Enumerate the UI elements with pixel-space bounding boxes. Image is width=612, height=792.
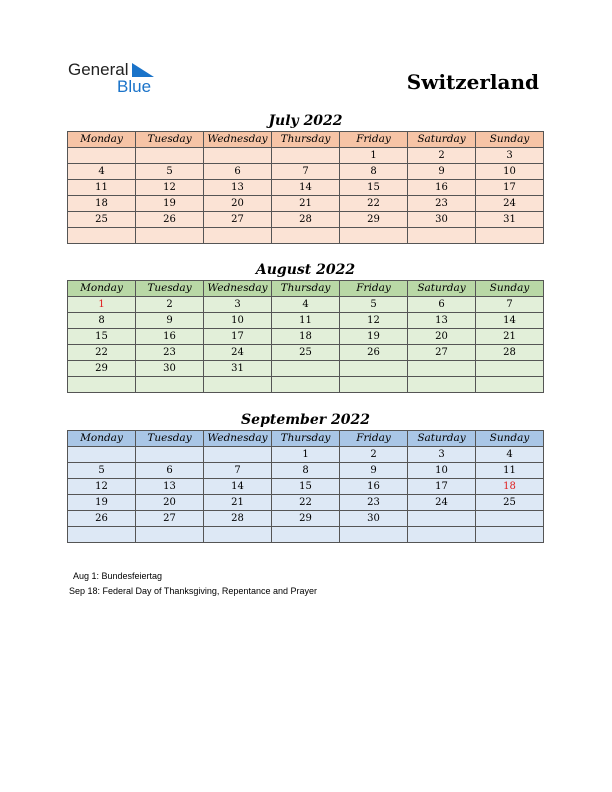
day-cell: 15 <box>68 329 136 345</box>
day-cell: 10 <box>408 463 476 479</box>
day-cell: 21 <box>476 329 544 345</box>
empty-day-cell <box>476 361 544 377</box>
day-cell: 30 <box>408 212 476 228</box>
week-row <box>68 212 544 228</box>
day-cell: 7 <box>272 164 340 180</box>
day-cell: 5 <box>68 463 136 479</box>
week-row <box>68 527 544 543</box>
week-row <box>68 345 544 361</box>
empty-day-cell <box>204 447 272 463</box>
empty-day-cell <box>204 228 272 244</box>
day-cell: 12 <box>340 313 408 329</box>
day-cell: 26 <box>340 345 408 361</box>
empty-day-cell <box>136 447 204 463</box>
weekday-header: Saturday <box>408 431 476 447</box>
holiday-note: Sep 18: Federal Day of Thanksgiving, Repentance and Prayer <box>69 586 317 596</box>
day-cell: 13 <box>204 180 272 196</box>
month-september <box>67 410 544 543</box>
day-cell: 7 <box>204 463 272 479</box>
empty-day-cell <box>272 377 340 393</box>
day-cell: 28 <box>272 212 340 228</box>
day-cell: 1 <box>68 297 136 313</box>
day-cell: 17 <box>408 479 476 495</box>
week-row <box>68 313 544 329</box>
brand-logo <box>68 60 168 96</box>
day-cell: 31 <box>204 361 272 377</box>
empty-day-cell <box>476 511 544 527</box>
day-cell: 3 <box>408 447 476 463</box>
weekday-header: Thursday <box>272 132 340 148</box>
day-cell: 27 <box>136 511 204 527</box>
holiday-notes <box>69 569 317 599</box>
weekday-header: Thursday <box>272 281 340 297</box>
empty-day-cell <box>272 228 340 244</box>
day-cell: 17 <box>476 180 544 196</box>
empty-day-cell <box>476 527 544 543</box>
empty-day-cell <box>476 228 544 244</box>
month-title: August 2022 <box>255 262 356 278</box>
day-cell: 20 <box>204 196 272 212</box>
day-cell: 23 <box>408 196 476 212</box>
day-cell: 4 <box>68 164 136 180</box>
week-row <box>68 463 544 479</box>
week-row <box>68 377 544 393</box>
day-cell: 19 <box>340 329 408 345</box>
weekday-header-row <box>68 132 544 148</box>
empty-day-cell <box>136 228 204 244</box>
day-cell: 14 <box>204 479 272 495</box>
day-cell: 1 <box>272 447 340 463</box>
day-cell: 25 <box>476 495 544 511</box>
day-cell: 29 <box>272 511 340 527</box>
empty-day-cell <box>272 527 340 543</box>
day-cell: 16 <box>408 180 476 196</box>
week-row <box>68 228 544 244</box>
day-cell: 25 <box>272 345 340 361</box>
day-cell: 8 <box>340 164 408 180</box>
weekday-header: Monday <box>68 132 136 148</box>
day-cell: 3 <box>476 148 544 164</box>
week-row <box>68 361 544 377</box>
empty-day-cell <box>136 148 204 164</box>
day-cell: 27 <box>204 212 272 228</box>
flag-icon <box>132 63 154 77</box>
empty-day-cell <box>68 148 136 164</box>
day-cell: 28 <box>476 345 544 361</box>
brand-word-blue: Blue <box>117 77 152 96</box>
day-cell: 5 <box>340 297 408 313</box>
day-cell: 3 <box>204 297 272 313</box>
day-cell: 20 <box>408 329 476 345</box>
day-cell: 15 <box>340 180 408 196</box>
week-row <box>68 180 544 196</box>
week-row <box>68 479 544 495</box>
country-title: Switzerland <box>406 70 539 94</box>
day-cell: 30 <box>340 511 408 527</box>
empty-day-cell <box>136 377 204 393</box>
weekday-header: Saturday <box>408 281 476 297</box>
day-cell: 25 <box>68 212 136 228</box>
day-cell: 5 <box>136 164 204 180</box>
day-cell: 17 <box>204 329 272 345</box>
day-cell: 23 <box>136 345 204 361</box>
day-cell: 2 <box>340 447 408 463</box>
day-cell: 9 <box>136 313 204 329</box>
day-cell: 21 <box>204 495 272 511</box>
week-row <box>68 148 544 164</box>
day-cell: 29 <box>340 212 408 228</box>
day-cell: 13 <box>136 479 204 495</box>
day-cell: 19 <box>68 495 136 511</box>
day-cell: 23 <box>340 495 408 511</box>
day-cell: 12 <box>136 180 204 196</box>
calendar-grid <box>67 131 544 244</box>
day-cell: 9 <box>340 463 408 479</box>
empty-day-cell <box>408 527 476 543</box>
empty-day-cell <box>68 377 136 393</box>
empty-day-cell <box>476 377 544 393</box>
day-cell: 15 <box>272 479 340 495</box>
weekday-header: Sunday <box>476 132 544 148</box>
empty-day-cell <box>272 148 340 164</box>
calendar-grid <box>67 280 544 393</box>
day-cell: 8 <box>272 463 340 479</box>
empty-day-cell <box>408 377 476 393</box>
week-row <box>68 447 544 463</box>
weekday-header-row <box>68 431 544 447</box>
month-july <box>67 111 544 244</box>
day-cell: 27 <box>408 345 476 361</box>
day-cell: 11 <box>272 313 340 329</box>
empty-day-cell <box>136 527 204 543</box>
day-cell: 16 <box>340 479 408 495</box>
weekday-header: Tuesday <box>136 281 204 297</box>
weekday-header: Friday <box>340 281 408 297</box>
weekday-header: Saturday <box>408 132 476 148</box>
month-title: September 2022 <box>241 412 370 428</box>
weekday-header: Wednesday <box>204 132 272 148</box>
day-cell: 4 <box>272 297 340 313</box>
week-row <box>68 196 544 212</box>
day-cell: 21 <box>272 196 340 212</box>
weekday-header: Thursday <box>272 431 340 447</box>
day-cell: 24 <box>408 495 476 511</box>
day-cell: 24 <box>476 196 544 212</box>
empty-day-cell <box>68 228 136 244</box>
day-cell: 18 <box>476 479 544 495</box>
weekday-header-row <box>68 281 544 297</box>
empty-day-cell <box>340 377 408 393</box>
empty-day-cell <box>68 447 136 463</box>
day-cell: 24 <box>204 345 272 361</box>
empty-day-cell <box>204 148 272 164</box>
weekday-header: Tuesday <box>136 132 204 148</box>
empty-day-cell <box>408 511 476 527</box>
weekday-header: Sunday <box>476 281 544 297</box>
weekday-header: Monday <box>68 281 136 297</box>
day-cell: 22 <box>68 345 136 361</box>
day-cell: 22 <box>272 495 340 511</box>
day-cell: 18 <box>68 196 136 212</box>
month-august <box>67 260 544 393</box>
day-cell: 2 <box>408 148 476 164</box>
day-cell: 14 <box>476 313 544 329</box>
day-cell: 4 <box>476 447 544 463</box>
day-cell: 8 <box>68 313 136 329</box>
month-title: July 2022 <box>268 113 343 129</box>
day-cell: 2 <box>136 297 204 313</box>
empty-day-cell <box>340 361 408 377</box>
day-cell: 20 <box>136 495 204 511</box>
day-cell: 6 <box>204 164 272 180</box>
day-cell: 10 <box>204 313 272 329</box>
day-cell: 28 <box>204 511 272 527</box>
day-cell: 6 <box>408 297 476 313</box>
day-cell: 18 <box>272 329 340 345</box>
day-cell: 14 <box>272 180 340 196</box>
day-cell: 11 <box>476 463 544 479</box>
calendar-grid <box>67 430 544 543</box>
day-cell: 7 <box>476 297 544 313</box>
holiday-note: Aug 1: Bundesfeiertag <box>73 571 163 581</box>
day-cell: 9 <box>408 164 476 180</box>
day-cell: 19 <box>136 196 204 212</box>
day-cell: 26 <box>68 511 136 527</box>
week-row <box>68 297 544 313</box>
day-cell: 10 <box>476 164 544 180</box>
day-cell: 16 <box>136 329 204 345</box>
empty-day-cell <box>272 361 340 377</box>
week-row <box>68 495 544 511</box>
weekday-header: Sunday <box>476 431 544 447</box>
day-cell: 31 <box>476 212 544 228</box>
day-cell: 11 <box>68 180 136 196</box>
week-row <box>68 511 544 527</box>
empty-day-cell <box>68 527 136 543</box>
day-cell: 6 <box>136 463 204 479</box>
weekday-header: Tuesday <box>136 431 204 447</box>
empty-day-cell <box>408 361 476 377</box>
empty-day-cell <box>340 527 408 543</box>
day-cell: 30 <box>136 361 204 377</box>
weekday-header: Wednesday <box>204 431 272 447</box>
day-cell: 13 <box>408 313 476 329</box>
empty-day-cell <box>408 228 476 244</box>
empty-day-cell <box>204 527 272 543</box>
day-cell: 12 <box>68 479 136 495</box>
week-row <box>68 164 544 180</box>
brand-word-general: General <box>68 60 129 79</box>
weekday-header: Monday <box>68 431 136 447</box>
empty-day-cell <box>204 377 272 393</box>
weekday-header: Friday <box>340 132 408 148</box>
week-row <box>68 329 544 345</box>
day-cell: 22 <box>340 196 408 212</box>
empty-day-cell <box>340 228 408 244</box>
weekday-header: Friday <box>340 431 408 447</box>
day-cell: 29 <box>68 361 136 377</box>
day-cell: 26 <box>136 212 204 228</box>
weekday-header: Wednesday <box>204 281 272 297</box>
day-cell: 1 <box>340 148 408 164</box>
